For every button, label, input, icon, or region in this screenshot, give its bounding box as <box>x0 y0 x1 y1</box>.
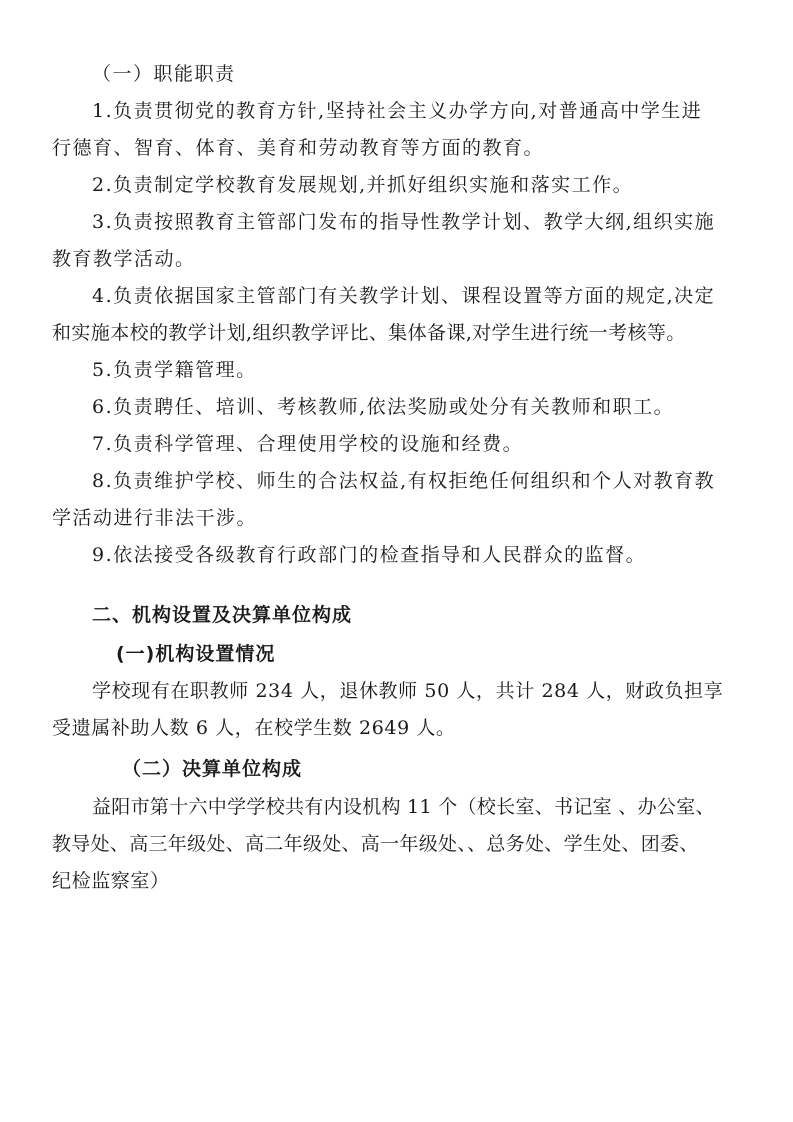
duty-line-1a: 1.负责贯彻党的教育方针,坚持社会主义办学方向,对普通高中学生进 <box>92 100 703 122</box>
duty-line-3a: 3.负责按照教育主管部门发布的指导性教学计划、教学大纲,组织实施 <box>92 211 716 233</box>
duty-line-5: 5.负责学籍管理。 <box>92 359 257 381</box>
duty-line-9: 9.依法接受各级教育行政部门的检查指导和人民群众的监督。 <box>92 544 647 566</box>
duty-line-4a: 4.负责依据国家主管部门有关教学计划、课程设置等方面的规定,决定 <box>92 285 716 307</box>
section-heading-structure: 二、机构设置及决算单位构成 <box>92 604 353 626</box>
units-line-2: 教导处、高三年级处、高二年级处、高一年级处、、总务处、学生处、团委、 <box>52 833 699 855</box>
units-line-3: 纪检监察室） <box>52 870 170 892</box>
duty-line-8a: 8.负责维护学校、师生的合法权益,有权拒绝任何组织和个人对教育教 <box>92 470 716 492</box>
duty-line-2: 2.负责制定学校教育发展规划,并抓好组织实施和落实工作。 <box>92 174 634 196</box>
duty-line-1b: 行德育、智育、体育、美育和劳动教育等方面的教育。 <box>52 137 545 159</box>
duty-line-3b: 教育教学活动。 <box>52 248 196 270</box>
units-line-1: 益阳市第十六中学学校共有内设机构 11 个（校长室、书记室 、办公室、 <box>92 796 715 818</box>
duty-line-4b: 和实施本校的教学计划,组织教学评比、集体备课,对学生进行统一考核等。 <box>52 322 686 344</box>
subheading-institution-setup: (一)机构设置情况 <box>116 643 276 665</box>
setup-line-2: 受遗属补助人数 6 人，在校学生数 2649 人。 <box>52 717 456 739</box>
subheading-budget-units: （二）决算单位构成 <box>122 758 303 780</box>
subheading-duties: （一）职能职责 <box>92 63 236 85</box>
setup-line-1: 学校现有在职教师 234 人，退休教师 50 人，共计 284 人，财政负担享 <box>92 680 724 702</box>
duty-line-6: 6.负责聘任、培训、考核教师,依法奖励或处分有关教师和职工。 <box>92 396 675 418</box>
duty-line-7: 7.负责科学管理、合理使用学校的设施和经费。 <box>92 433 524 455</box>
duty-line-8b: 学活动进行非法干涉。 <box>52 507 258 529</box>
